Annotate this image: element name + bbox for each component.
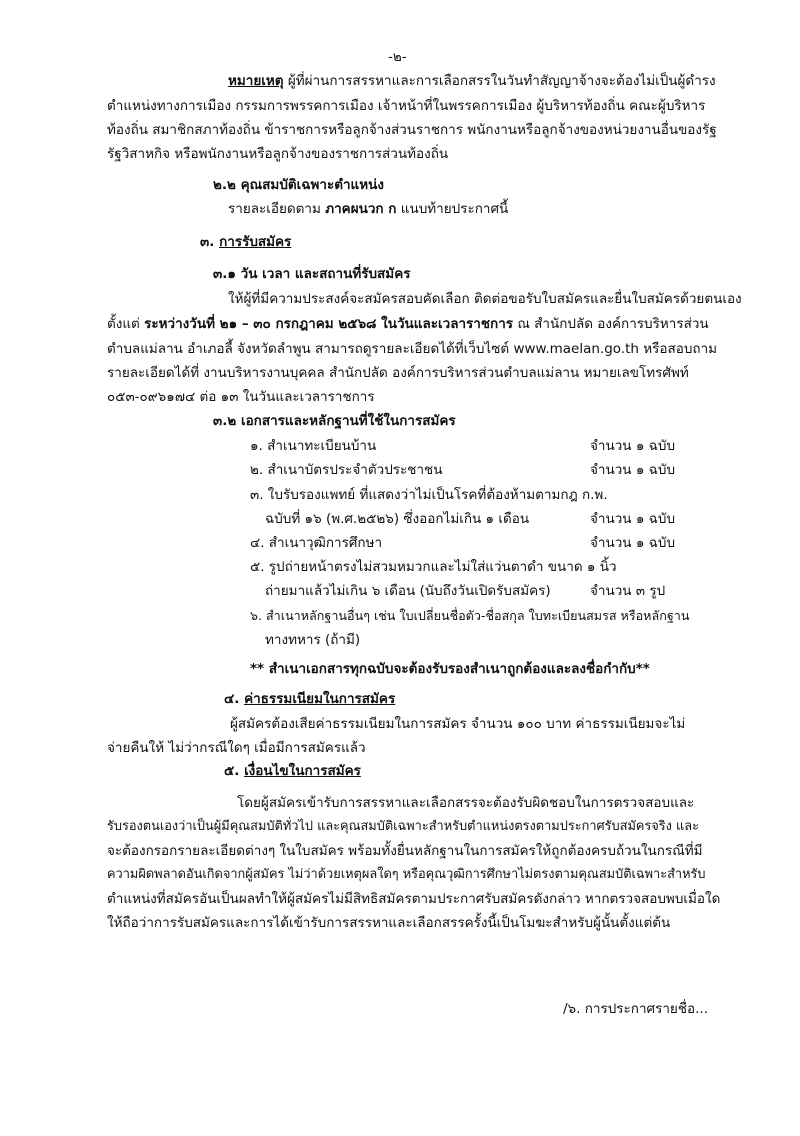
doc-item-4-qty: จำนวน ๑ ฉบับ (590, 535, 676, 551)
s3-1-line-2-post: ณ สำนักปลัด องค์การบริหารส่วน (513, 316, 709, 332)
s3-1-line-2-bold: ระหว่างวันที่ ๒๑ – ๓๐ กรกฎาคม ๒๕๖๘ ในวันและเวลาราชการ (144, 316, 514, 332)
s3-1-heading: ๓.๑ วัน เวลา และสถานที่รับสมัคร (213, 266, 411, 282)
s3-1-line-2 (107, 315, 709, 333)
s4-heading (224, 690, 395, 708)
doc-item-2: ๒. สำเนาบัตรประจำตัวประชาชน (250, 462, 443, 478)
s5-line-3: จะต้องกรอกรายละเอียดต่างๆ ในใบสมัคร พร้อมทั้งยื่นหลักฐานในการสมัครให้ถูกต้องครบถ้วนในกรณีที่มี (107, 843, 703, 859)
s4-heading-text: ค่าธรรมเนียมในการสมัคร (244, 691, 396, 707)
s2-2-text (228, 200, 508, 218)
doc-item-1-qty: จำนวน ๑ ฉบับ (590, 438, 676, 454)
s4-line-1: ผู้สมัครต้องเสียค่าธรรมเนียมในการสมัคร จำนวน ๑๐๐ บาท ค่าธรรมเนียมจะไม่ (230, 716, 686, 732)
s3-num: ๓. (200, 234, 215, 250)
next-page-continuation: /๖. การประกาศรายชื่อ... (563, 1001, 708, 1017)
note-line-2: ตำแหน่งทางการเมือง กรรมการพรรคการเมือง เจ้าหน้าที่ในพรรคการเมือง ผู้บริหารท้องถิ่น คณะผู้บริหาร (107, 98, 706, 114)
doc-item-3-qty: จำนวน ๑ ฉบับ (590, 511, 676, 527)
s3-1-line-3: ตำบลแม่ลาน อำเภอลี้ จังหวัดลำพูน สามารถดูรายละเอียดได้ที่เว็บไซต์ www.maelan.go.th หรือสอบถาม (107, 341, 718, 357)
s3-1-line-1: ให้ผู้ที่มีความประสงค์จะสมัครสอบคัดเลือก ติดต่อขอรับใบสมัครและยื่นใบสมัครด้วยตนเอง (228, 291, 742, 307)
note-line-3: ท้องถิ่น สมาชิกสภาท้องถิ่น ข้าราชการหรือลูกจ้างส่วนราชการ พนักงานหรือลูกจ้างของหน่วยงานอื่นของรัฐ (107, 122, 717, 138)
doc-item-2-qty: จำนวน ๑ ฉบับ (590, 462, 676, 478)
s3-1-line-2-pre: ตั้งแต่ (107, 316, 145, 332)
s2-2-text-post: แนบท้ายประกาศนี้ (396, 201, 509, 217)
doc-item-1: ๑. สำเนาทะเบียนบ้าน (250, 438, 377, 454)
doc-item-5-qty: จำนวน ๓ รูป (590, 583, 666, 599)
docs-certify-note: ** สำเนาเอกสารทุกฉบับจะต้องรับรองสำเนาถูกต้องและลงชื่อกำกับ** (250, 661, 650, 677)
s4-num: ๔. (224, 691, 240, 707)
s3-1-line-5: ๐๕๓-๐๙๖๑๗๔ ต่อ ๑๓ ในวันและเวลาราชการ (107, 389, 375, 405)
s2-2-text-pre: รายละเอียดตาม (228, 201, 326, 217)
s5-line-6: ให้ถือว่าการรับสมัครและการได้เข้ารับการสรรหาและเลือกสรรครั้งนี้เป็นโมฆะสำหรับผู้นั้นตั้งแต่ต้น (107, 915, 671, 931)
s5-num: ๕. (224, 763, 240, 779)
s3-1-line-4: รายละเอียดได้ที่ งานบริหารงานบุคคล สำนักปลัด องค์การบริหารส่วนตำบลแม่ลาน หมายเลขโทรศัพท์ (107, 365, 689, 381)
s5-line-1: โดยผู้สมัครเข้ารับการสรรหาและเลือกสรรจะต้องรับผิดชอบในการตรวจสอบและ (237, 795, 695, 811)
page-number: -๒- (388, 49, 407, 65)
s2-2-text-bold: ภาคผนวก ก (325, 201, 397, 217)
s2-2-heading: ๒.๒ คุณสมบัติเฉพาะตำแหน่ง (213, 177, 384, 193)
doc-item-5: ๕. รูปถ่ายหน้าตรงไม่สวมหมวกและไม่ใส่แว่นตาดำ ขนาด ๑ นิ้ว (250, 559, 617, 575)
note-line-1 (228, 72, 716, 90)
s3-heading-text: การรับสมัคร (219, 234, 292, 250)
s4-line-2: จ่ายคืนให้ ไม่ว่ากรณีใดๆ เมื่อมีการสมัครแล้ว (107, 740, 366, 756)
s5-heading (224, 762, 361, 780)
s5-line-5: ตำแหน่งที่สมัครอันเป็นผลทำให้ผู้สมัครไม่มีสิทธิสมัครตามประกาศรับสมัครดังกล่าว หากตรวจสอบพบเมื่อใด (107, 891, 721, 907)
doc-item-6-cont: ทางทหาร (ถ้ามี) (265, 632, 361, 648)
doc-item-3-cont: ฉบับที่ ๑๖ (พ.ศ.๒๕๒๖) ซึ่งออกไม่เกิน ๑ เดือน (265, 511, 530, 527)
doc-item-4: ๔. สำเนาวุฒิการศึกษา (250, 535, 383, 551)
note-label: หมายเหตุ (228, 73, 284, 89)
doc-item-3: ๓. ใบรับรองแพทย์ ที่แสดงว่าไม่เป็นโรคที่ต้องห้ามตามกฎ ก.พ. (250, 487, 608, 503)
doc-item-5-cont: ถ่ายมาแล้วไม่เกิน ๖ เดือน (นับถึงวันเปิดรับสมัคร) (265, 583, 551, 599)
s5-heading-text: เงื่อนไขในการสมัคร (244, 763, 361, 779)
s3-2-heading: ๓.๒ เอกสารและหลักฐานที่ใช้ในการสมัคร (213, 413, 456, 429)
s5-line-2: รับรองตนเองว่าเป็นผู้มีคุณสมบัติทั่วไป และคุณสมบัติเฉพาะสำหรับตำแหน่งตรงตามประกาศรับสมัครจริง และ (107, 819, 699, 834)
note-line-1-text: ผู้ที่ผ่านการสรรหาและการเลือกสรรในวันทำสัญญาจ้างจะต้องไม่เป็นผู้ดำรง (287, 73, 716, 89)
note-line-4: รัฐวิสาหกิจ หรือพนักงานหรือลูกจ้างของราชการส่วนท้องถิ่น (107, 146, 449, 162)
doc-item-6: ๖. สำเนาหลักฐานอื่นๆ เช่น ใบเปลี่ยนชื่อตัว-ชื่อสกุล ใบทะเบียนสมรส หรือหลักฐาน (250, 608, 690, 623)
s5-line-4: ความผิดพลาดอันเกิดจากผู้สมัคร ไม่ว่าด้วยเหตุผลใดๆ หรือคุณวุฒิการศึกษาไม่ตรงตามคุณสมบัติเฉพาะสำหรับ (107, 867, 706, 882)
s3-heading (200, 233, 291, 251)
